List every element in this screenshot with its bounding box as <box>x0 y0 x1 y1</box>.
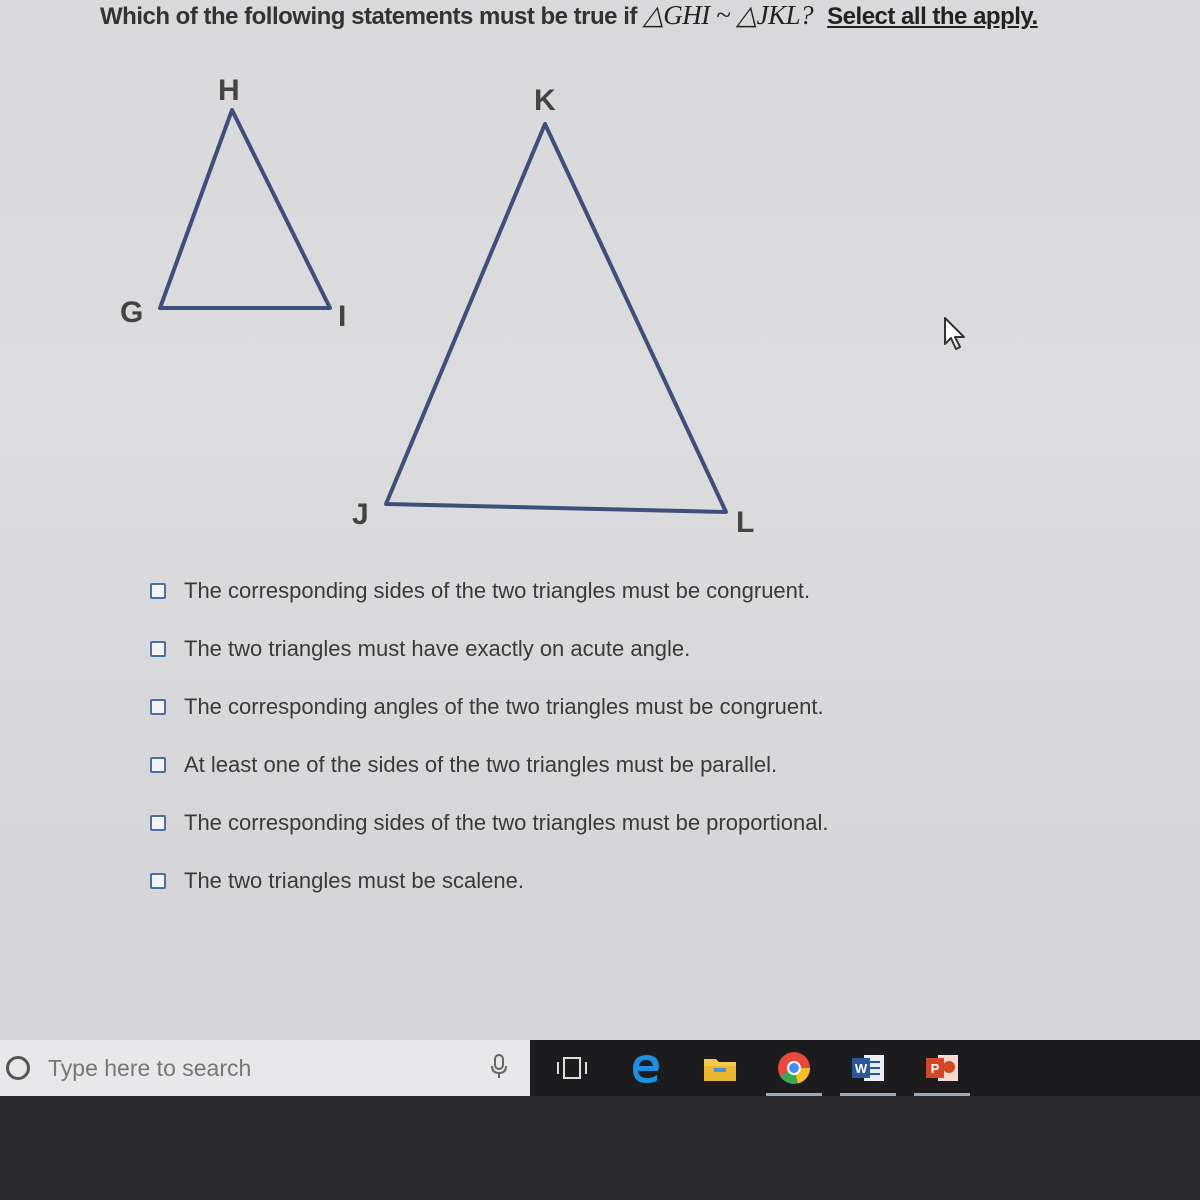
option-label: The corresponding sides of the two triangles must be congruent. <box>184 578 811 603</box>
checkbox[interactable] <box>150 873 166 889</box>
triangle-figure <box>0 0 1200 560</box>
vertex-label-j: J <box>352 498 369 531</box>
option-row[interactable] <box>150 852 910 910</box>
edge-icon[interactable] <box>614 1040 678 1096</box>
chrome-icon[interactable] <box>762 1040 826 1096</box>
task-view-icon[interactable] <box>540 1040 604 1096</box>
powerpoint-letter: P <box>930 1061 940 1076</box>
vertex-label-g: G <box>120 296 144 329</box>
cortana-icon[interactable] <box>6 1056 30 1080</box>
word-letter: W <box>854 1061 868 1076</box>
option-row[interactable] <box>150 794 910 852</box>
triangle-ghi <box>160 110 330 308</box>
checkbox[interactable] <box>150 641 166 657</box>
checkbox[interactable] <box>150 815 166 831</box>
checkbox[interactable] <box>150 699 166 715</box>
option-label: The two triangles must have exactly on acute angle. <box>184 636 691 661</box>
instruction-text: Select all the apply. <box>827 3 1038 30</box>
taskbar <box>0 1040 1200 1096</box>
option-label: The two triangles must be scalene. <box>184 868 524 893</box>
option-label: At least one of the sides of the two triangles must be parallel. <box>184 752 778 777</box>
triangle-jkl <box>386 124 726 512</box>
powerpoint-icon[interactable] <box>910 1040 974 1096</box>
option-row[interactable] <box>150 678 910 736</box>
vertex-label-i: I <box>338 300 347 333</box>
microphone-icon[interactable] <box>490 1054 508 1080</box>
checkbox[interactable] <box>150 583 166 599</box>
mouse-pointer-icon <box>942 316 968 352</box>
vertex-label-l: L <box>736 506 755 539</box>
question-text: Which of the following statements must be true if <box>100 3 644 30</box>
option-row[interactable] <box>150 736 910 794</box>
answer-options <box>150 562 910 910</box>
option-row[interactable] <box>150 620 910 678</box>
vertex-label-k: K <box>534 84 556 117</box>
vertex-label-h: H <box>218 74 240 107</box>
checkbox[interactable] <box>150 757 166 773</box>
option-label: The corresponding angles of the two triangles must be congruent. <box>184 694 824 719</box>
option-label: The corresponding sides of the two triangles must be proportional. <box>184 810 829 835</box>
option-row[interactable] <box>150 562 910 620</box>
search-placeholder: Type here to search <box>48 1054 252 1081</box>
taskbar-search[interactable] <box>0 1040 530 1096</box>
file-explorer-icon[interactable] <box>688 1040 752 1096</box>
word-icon[interactable] <box>836 1040 900 1096</box>
similarity-statement: △GHI ~ △JKL? <box>643 0 814 30</box>
